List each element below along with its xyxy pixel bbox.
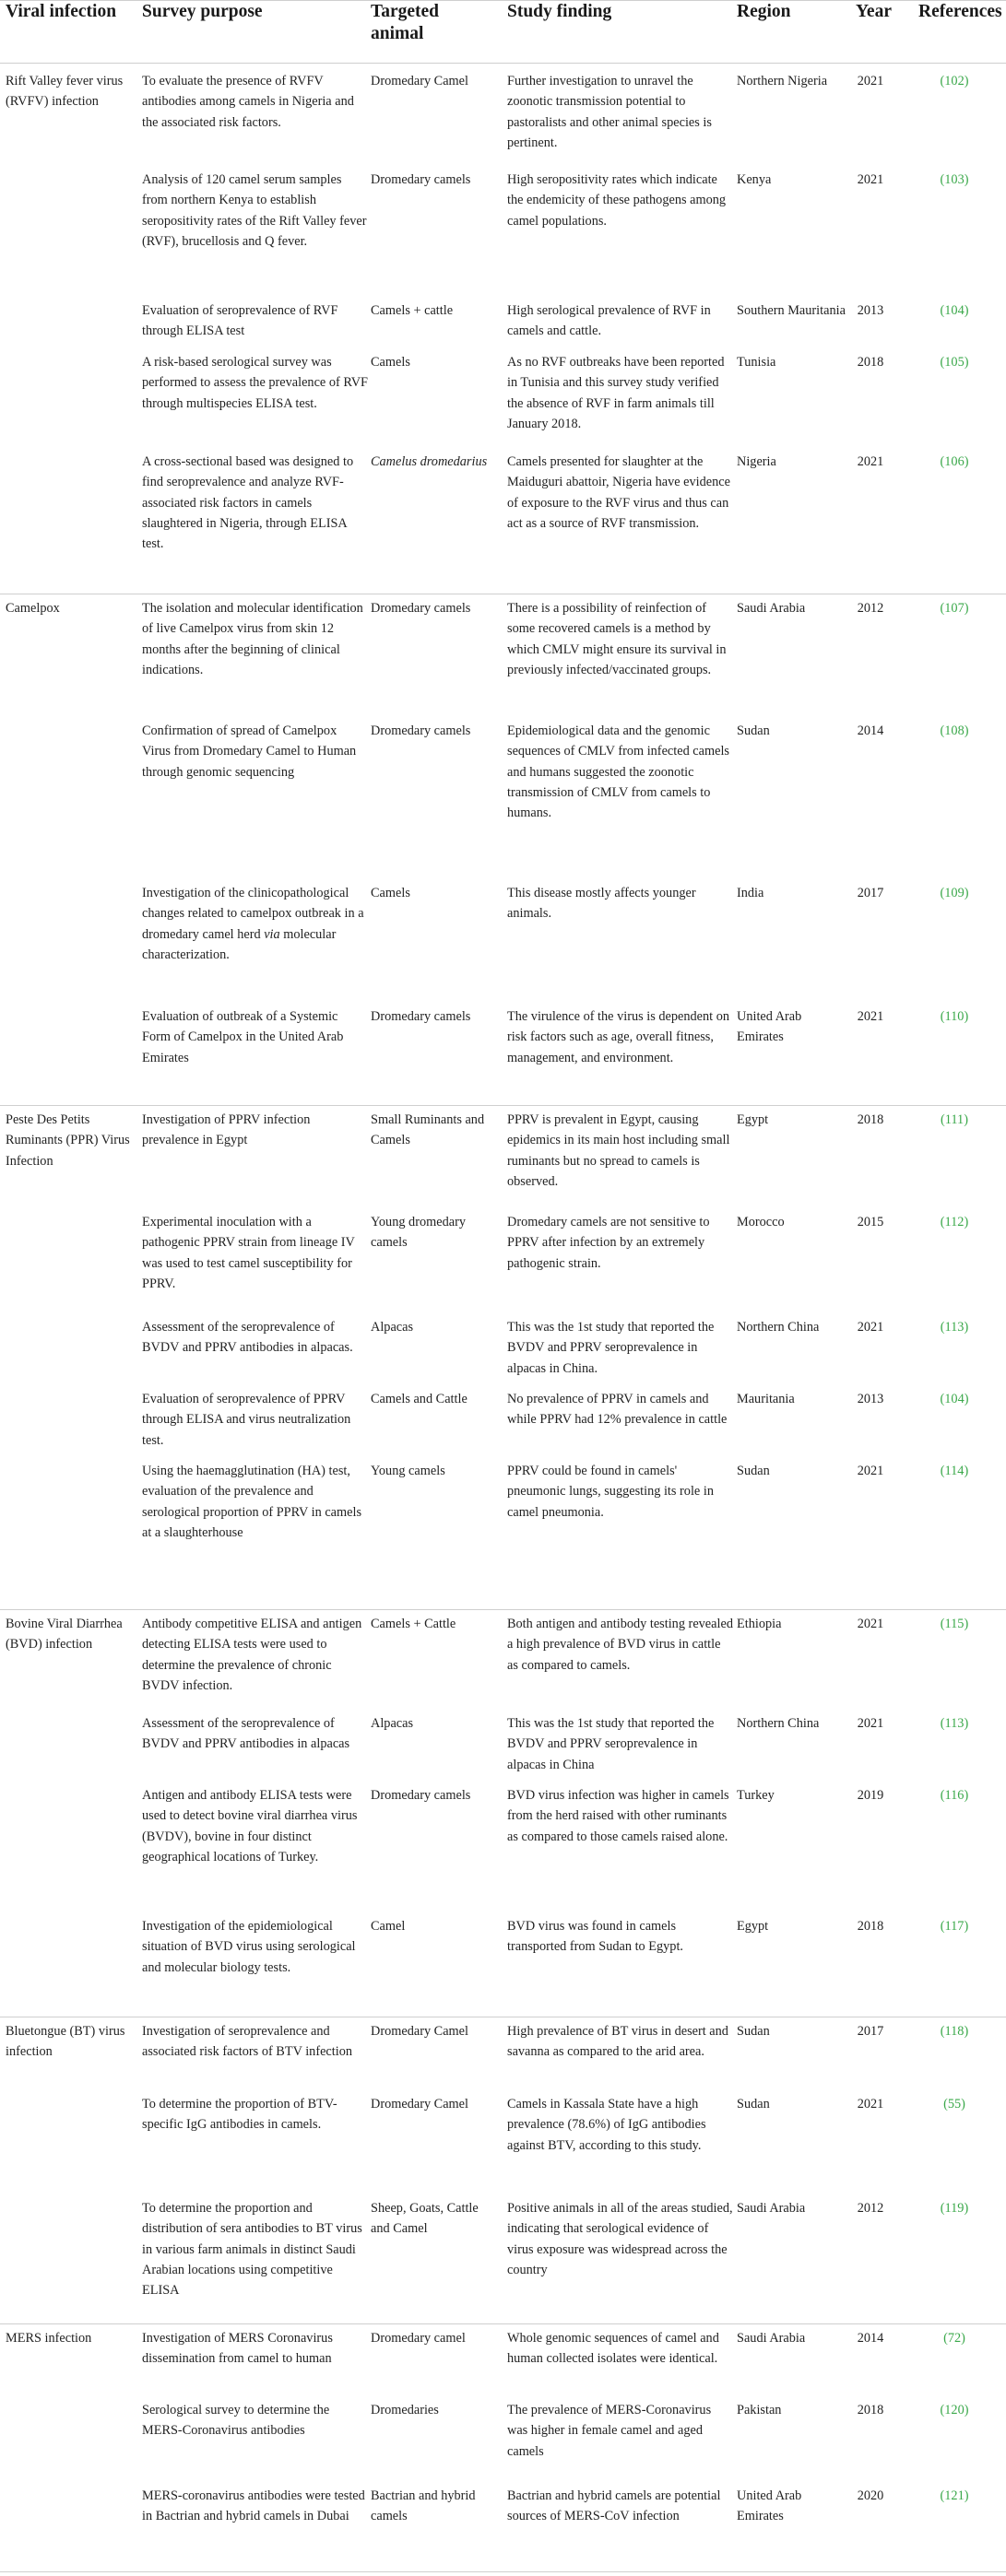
reference-link[interactable]: (104) — [940, 303, 969, 318]
survey-purpose: Antigen and antibody ELISA tests were used to detect bovine viral diarrhea virus (BVDV), bovine in four distinct geographical locations of Turkey. — [142, 1788, 358, 1864]
reference-link[interactable]: (113) — [940, 1716, 969, 1731]
survey-purpose: Evaluation of outbreak of a Systemic Form of Camelpox in the United Arab Emirates — [142, 1009, 344, 1065]
survey-purpose: Assessment of the seroprevalence of BVDV and PPRV antibodies in alpacas. — [142, 1320, 353, 1356]
year: 2017 — [857, 886, 884, 900]
targeted-animal: Young camels — [371, 1464, 445, 1478]
table-bottom-rule — [0, 2571, 1006, 2572]
year: 2021 — [857, 2097, 884, 2111]
reference-link[interactable]: (105) — [940, 355, 969, 370]
targeted-animal: Dromedary Camel — [371, 2097, 468, 2111]
reference-link[interactable]: (117) — [940, 1919, 969, 1934]
reference-link[interactable]: (103) — [940, 172, 969, 187]
targeted-animal: Dromedary camels — [371, 723, 471, 738]
targeted-animal: Camel — [371, 1919, 406, 1934]
year: 2017 — [857, 2024, 884, 2039]
region: Ethiopia — [737, 1617, 782, 1631]
targeted-animal: Alpacas — [371, 1716, 414, 1731]
reference-link[interactable]: (104) — [940, 1392, 969, 1406]
study-finding: Epidemiological data and the genomic sequences of CMLV from infected camels and humans suggested the zoonotic transmission of CMLV from camels to humans. — [507, 723, 729, 821]
survey-purpose: Evaluation of seroprevalence of PPRV through ELISA and virus neutralization test. — [142, 1392, 351, 1448]
study-finding: No prevalence of PPRV in camels and while PPRV had 12% prevalence in cattle — [507, 1392, 728, 1428]
study-finding: The virulence of the virus is dependent on risk factors such as age, overall fitness, management, and environment. — [507, 1009, 729, 1065]
targeted-animal: Young dromedary camels — [371, 1215, 466, 1251]
study-finding: BVD virus was found in camels transported from Sudan to Egypt. — [507, 1919, 683, 1955]
survey-purpose: Confirmation of spread of Camelpox Virus from Dromedary Camel to Human through genomic sequencing — [142, 723, 357, 780]
targeted-animal: Camels — [371, 886, 410, 900]
reference-link[interactable]: (121) — [940, 2488, 969, 2503]
targeted-animal: Camels + cattle — [371, 303, 454, 318]
study-finding: There is a possibility of reinfection of some recovered camels is a method by which CMLV might ensure its survival in previously infected/vaccinated groups. — [507, 601, 727, 677]
study-finding: High prevalence of BT virus in desert and savanna as compared to the arid area. — [507, 2024, 728, 2060]
year: 2021 — [857, 1320, 884, 1335]
region: Saudi Arabia — [737, 2331, 806, 2346]
study-finding: High seropositivity rates which indicate the endemicity of these pathogens among camel populations. — [507, 172, 727, 229]
year: 2021 — [857, 1716, 884, 1731]
study-finding: Camels in Kassala State have a high prevalence (78.6%) of IgG antibodies against BTV, according to this study. — [507, 2097, 706, 2153]
study-finding: Both antigen and antibody testing revealed a high prevalence of BVD virus in cattle as compared to camels. — [507, 1617, 733, 1673]
header-year: Year — [856, 2, 892, 21]
survey-purpose: To evaluate the presence of RVFV antibodies among camels in Nigeria and the associated risk factors. — [142, 74, 354, 130]
group-divider — [0, 2323, 1006, 2324]
survey-purpose: Antibody competitive ELISA and antigen detecting ELISA tests were used to determine the prevalence of chronic BVDV infection. — [142, 1617, 362, 1693]
group-divider — [0, 1609, 1006, 1610]
survey-purpose: Analysis of 120 camel serum samples from northern Kenya to establish seropositivity rates of the Rift Valley fever (RVF), brucellosis and Q fever. — [142, 172, 367, 249]
header-targeted-animal: Targeted animal — [371, 2, 440, 43]
group-label-bvd: Bovine Viral Diarrhea (BVD) infection — [6, 1617, 123, 1653]
group-label-bt: Bluetongue (BT) virus infection — [6, 2024, 125, 2060]
survey-purpose: Assessment of the seroprevalence of BVDV and PPRV antibodies in alpacas — [142, 1716, 350, 1752]
targeted-animal: Dromedary camels — [371, 172, 471, 187]
targeted-animal: Dromedary Camel — [371, 2024, 468, 2039]
reference-link[interactable]: (120) — [940, 2403, 969, 2417]
year: 2018 — [857, 1112, 884, 1127]
year: 2021 — [857, 74, 884, 88]
reference-link[interactable]: (115) — [940, 1617, 969, 1631]
study-finding: PPRV could be found in camels' pneumonic lungs, suggesting its role in camel pneumonia. — [507, 1464, 714, 1520]
year: 2020 — [857, 2488, 884, 2503]
targeted-animal: Bactrian and hybrid camels — [371, 2488, 476, 2524]
targeted-animal: Dromedary camels — [371, 1009, 471, 1024]
targeted-animal: Camels — [371, 355, 410, 370]
region: Northern China — [737, 1716, 820, 1731]
survey-purpose: MERS-coronavirus antibodies were tested in Bactrian and hybrid camels in Dubai — [142, 2488, 365, 2524]
reference-link[interactable]: (113) — [940, 1320, 969, 1335]
group-label-rvfv: Rift Valley fever virus (RVFV) infection — [6, 74, 124, 110]
reference-link[interactable]: (116) — [940, 1788, 969, 1803]
purpose-via: via — [264, 926, 280, 942]
year: 2013 — [857, 1392, 884, 1406]
survey-purpose: Using the haemagglutination (HA) test, evaluation of the prevalence and serological proportion of PPRV in camels at a slaughterhouse — [142, 1464, 362, 1540]
survey-purpose — [142, 883, 368, 965]
region: Sudan — [737, 1464, 770, 1478]
year: 2014 — [857, 2331, 884, 2346]
reference-link[interactable]: (102) — [940, 74, 969, 88]
region: Nigeria — [737, 454, 776, 469]
region: Sudan — [737, 723, 770, 738]
reference-link[interactable]: (106) — [940, 454, 969, 469]
survey-purpose: Investigation of seroprevalence and associated risk factors of BTV infection — [142, 2024, 353, 2060]
study-finding: This was the 1st study that reported the BVDV and PPRV seroprevalence in alpacas in China — [507, 1716, 715, 1772]
targeted-animal: Camels and Cattle — [371, 1392, 467, 1406]
reference-link[interactable]: (118) — [940, 2024, 969, 2039]
region: Saudi Arabia — [737, 601, 806, 616]
reference-link[interactable]: (112) — [940, 1215, 969, 1229]
header-region: Region — [737, 2, 791, 21]
group-label-mers: MERS infection — [6, 2331, 92, 2346]
targeted-animal: Dromedary camel — [371, 2331, 466, 2346]
study-finding: Further investigation to unravel the zoonotic transmission potential to pastoralists and other animal species is pertinent. — [507, 74, 712, 150]
region: Mauritania — [737, 1392, 795, 1406]
region: Northern Nigeria — [737, 74, 828, 88]
targeted-animal: Alpacas — [371, 1320, 414, 1335]
year: 2012 — [857, 2201, 884, 2216]
targeted-animal: Camelus dromedarius — [371, 454, 488, 469]
survey-purpose: Evaluation of seroprevalence of RVF through ELISA test — [142, 303, 338, 339]
reference-link[interactable]: (119) — [940, 2201, 969, 2216]
survey-purpose: Investigation of the epidemiological situation of BVD virus using serological and molecular biology tests. — [142, 1919, 356, 1975]
region: Saudi Arabia — [737, 2201, 806, 2216]
study-finding: Dromedary camels are not sensitive to PPRV after infection by an extremely pathogenic strain. — [507, 1215, 710, 1271]
group-label-camelpox: Camelpox — [6, 601, 60, 616]
reference-link[interactable]: (107) — [940, 601, 969, 616]
reference-link[interactable]: (72) — [943, 2331, 965, 2346]
study-finding: As no RVF outbreaks have been reported in Tunisia and this survey study verified the absence of RVF in farm animals till January 2018. — [507, 355, 725, 431]
year: 2018 — [857, 355, 884, 370]
reference-link[interactable]: (55) — [943, 2097, 965, 2111]
survey-purpose: Investigation of PPRV infection prevalence in Egypt — [142, 1112, 311, 1148]
header-references: References — [918, 2, 1002, 21]
reference-link[interactable]: (110) — [940, 1009, 969, 1024]
study-finding: PPRV is prevalent in Egypt, causing epidemics in its main host including small ruminants but no spread to camels is observed. — [507, 1112, 730, 1189]
group-label-ppr: Peste Des Petits Ruminants (PPR) Virus Infection — [6, 1112, 130, 1169]
region: Pakistan — [737, 2403, 782, 2417]
year: 2021 — [857, 172, 884, 187]
study-finding: Bactrian and hybrid camels are potential sources of MERS-CoV infection — [507, 2488, 721, 2524]
region: Kenya — [737, 172, 772, 187]
year: 2018 — [857, 1919, 884, 1934]
region: India — [737, 886, 764, 900]
year: 2021 — [857, 454, 884, 469]
study-finding: This disease mostly affects younger animals. — [507, 886, 696, 922]
region: Sudan — [737, 2024, 770, 2039]
purpose-text-b: molecular characterization. — [142, 926, 337, 962]
region: Sudan — [737, 2097, 770, 2111]
purpose-text-a: Investigation of the clinicopathological changes related to camelpox outbreak in a dromedary camel herd — [142, 886, 364, 942]
year: 2021 — [857, 1617, 884, 1631]
targeted-animal: Dromedary camels — [371, 1788, 471, 1803]
header-study-finding: Study finding — [507, 2, 612, 21]
targeted-animal: Dromedaries — [371, 2403, 439, 2417]
year: 2013 — [857, 303, 884, 318]
targeted-animal: Sheep, Goats, Cattle and Camel — [371, 2201, 479, 2237]
reference-link[interactable]: (111) — [941, 1112, 968, 1127]
targeted-animal: Dromedary Camel — [371, 74, 468, 88]
survey-purpose: To determine the proportion of BTV-specific IgG antibodies in camels. — [142, 2097, 337, 2133]
survey-purpose: Experimental inoculation with a pathogenic PPRV strain from lineage IV was used to test camel susceptibility for PPRV. — [142, 1215, 355, 1291]
reference-link[interactable]: (114) — [940, 1464, 969, 1478]
survey-purpose: A risk-based serological survey was performed to assess the prevalence of RVF through multispecies ELISA test. — [142, 355, 369, 411]
reference-link[interactable]: (109) — [940, 886, 969, 900]
targeted-animal: Dromedary camels — [371, 601, 471, 616]
survey-purpose: To determine the proportion and distribution of sera antibodies to BT virus in various farm animals in distinct Saudi Arabian locations using competitive ELISA — [142, 2201, 362, 2299]
study-finding: BVD virus infection was higher in camels from the herd raised with other ruminants as compared to those camels raised alone. — [507, 1788, 729, 1844]
year: 2021 — [857, 1009, 884, 1024]
header-rule — [0, 63, 1006, 64]
study-finding: The prevalence of MERS-Coronavirus was higher in female camel and aged camels — [507, 2403, 712, 2459]
region: Egypt — [737, 1919, 769, 1934]
year: 2014 — [857, 723, 884, 738]
targeted-animal: Camels + Cattle — [371, 1617, 456, 1631]
survey-purpose: The isolation and molecular identification of live Camelpox virus from skin 12 months after the beginning of clinical indications. — [142, 601, 363, 677]
year: 2018 — [857, 2403, 884, 2417]
targeted-animal: Small Ruminants and Camels — [371, 1112, 485, 1148]
region: Morocco — [737, 1215, 785, 1229]
region: Tunisia — [737, 355, 776, 370]
year: 2019 — [857, 1788, 884, 1803]
region: Egypt — [737, 1112, 769, 1127]
study-finding: Camels presented for slaughter at the Maiduguri abattoir, Nigeria have evidence of exposure to the RVF virus and thus can act as a source of RVF transmission. — [507, 454, 730, 531]
study-finding: High serological prevalence of RVF in camels and cattle. — [507, 303, 711, 339]
year: 2012 — [857, 601, 884, 616]
survey-purpose: Investigation of MERS Coronavirus dissemination from camel to human — [142, 2331, 333, 2367]
region: Northern China — [737, 1320, 820, 1335]
header-viral-infection: Viral infection — [6, 2, 117, 21]
region: United Arab Emirates — [737, 1009, 802, 1045]
survey-purpose: A cross-sectional based was designed to find seroprevalence and analyze RVF-associated risk factors in camels slaughtered in Nigeria, through ELISA test. — [142, 454, 354, 552]
study-finding: Positive animals in all of the areas studied, indicating that serological evidence of virus exposure was widespread across the country — [507, 2201, 733, 2277]
year: 2015 — [857, 1215, 884, 1229]
reference-link[interactable]: (108) — [940, 723, 969, 738]
year: 2021 — [857, 1464, 884, 1478]
region: Southern Mauritania — [737, 303, 846, 318]
study-finding: This was the 1st study that reported the BVDV and PPRV seroprevalence in alpacas in China. — [507, 1320, 715, 1376]
study-finding: Whole genomic sequences of camel and human collected isolates were identical. — [507, 2331, 719, 2367]
region: United Arab Emirates — [737, 2488, 802, 2524]
survey-purpose: Serological survey to determine the MERS-Coronavirus antibodies — [142, 2403, 330, 2439]
region: Turkey — [737, 1788, 775, 1803]
group-divider — [0, 1105, 1006, 1106]
header-survey-purpose: Survey purpose — [142, 2, 263, 21]
